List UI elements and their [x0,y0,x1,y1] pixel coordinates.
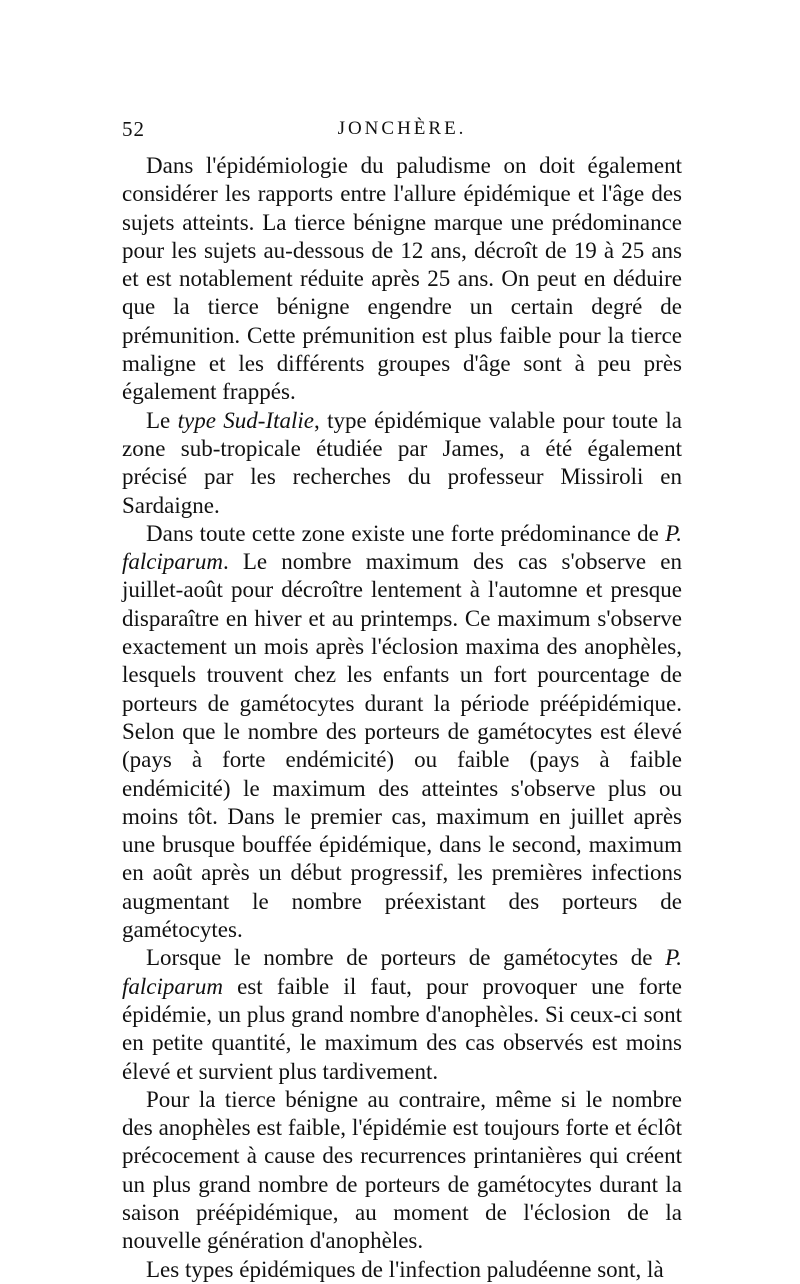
paragraph [122,944,682,1085]
text-segment: . Le nombre maximum des cas s'observe en juillet-août pour décroître lentement à l'automne et presque disparaître en hiver et au printemps. Ce maximum s'observe exactement un mois après l'éclosion maxima des anophèles, lesquels trouvent chez les enfants un fort pourcentage de porteurs de gamétocytes durant la période préépidémique. Selon que le nombre des porteurs de gamétocytes est élevé (pays à forte endémicité) ou faible (pays à faible endémicité) le maximum des atteintes s'observe plus ou moins tôt. Dans le premier cas, maximum en juillet après une brusque bouffée épidémique, dans le second, maximum en août après un début progressif, les premières infections augmentant le nombre préexistant des porteurs de gamétocytes. [122,549,682,943]
text-segment: Pour la tierce bénigne au contraire, même si le nombre des anophèles est faible, l'épidémie est toujours forte et éclôt précocement à cause des recurrences printanières qui créent un plus grand nombre de porteurs de gamétocytes durant la saison préépidémique, au moment de l'éclosion de la nouvelle génération d'anophèles. [122,1086,682,1254]
text-segment: Les types épidémiques de l'infection paludéenne sont, là [146,1256,664,1282]
running-head: JONCHÈRE. [337,118,467,139]
italic-term: P. falciparum [122,520,682,575]
paragraph [122,520,682,944]
italic-term: type Sud-Italie [177,407,314,433]
paragraph [122,1086,682,1256]
paragraph [122,152,682,407]
body-text [122,152,682,1284]
text-segment: Dans toute cette zone existe une forte prédominance de [146,520,666,546]
text-segment: Le [146,407,178,433]
text-segment: Dans l'épidémiologie du paludisme on doit également considérer les rapports entre l'allure épidémique et l'âge des sujets atteints. La tierce bénigne marque une prédominance pour les sujets au-dessous de 12 ans, décroît de 19 à 25 ans et est notablement réduite après 25 ans. On peut en déduire que la tierce bénigne engendre un certain degré de prémunition. Cette prémunition est plus faible pour la tierce maligne et les différents groupes d'âge sont à peu près également frappés. [122,153,682,405]
text-segment: est faible il faut, pour provoquer une forte épidémie, un plus grand nombre d'anophèles. Si ceux-ci sont en petite quantité, le maximum des cas observés est moins élevé et survient plus tardivement. [122,973,682,1084]
text-segment: Lorsque le nombre de porteurs de gamétocytes de [146,945,666,971]
page-header [122,117,682,145]
page-number: 52 [122,117,145,141]
italic-term: P. falciparum [122,945,682,999]
paragraph [122,407,682,520]
paragraph [122,1256,682,1284]
text-segment: , type épidémique valable pour toute la zone sub-tropicale étudiée par James, a été également précisé par les recherches du professeur Missiroli en Sardaigne. [122,407,682,518]
